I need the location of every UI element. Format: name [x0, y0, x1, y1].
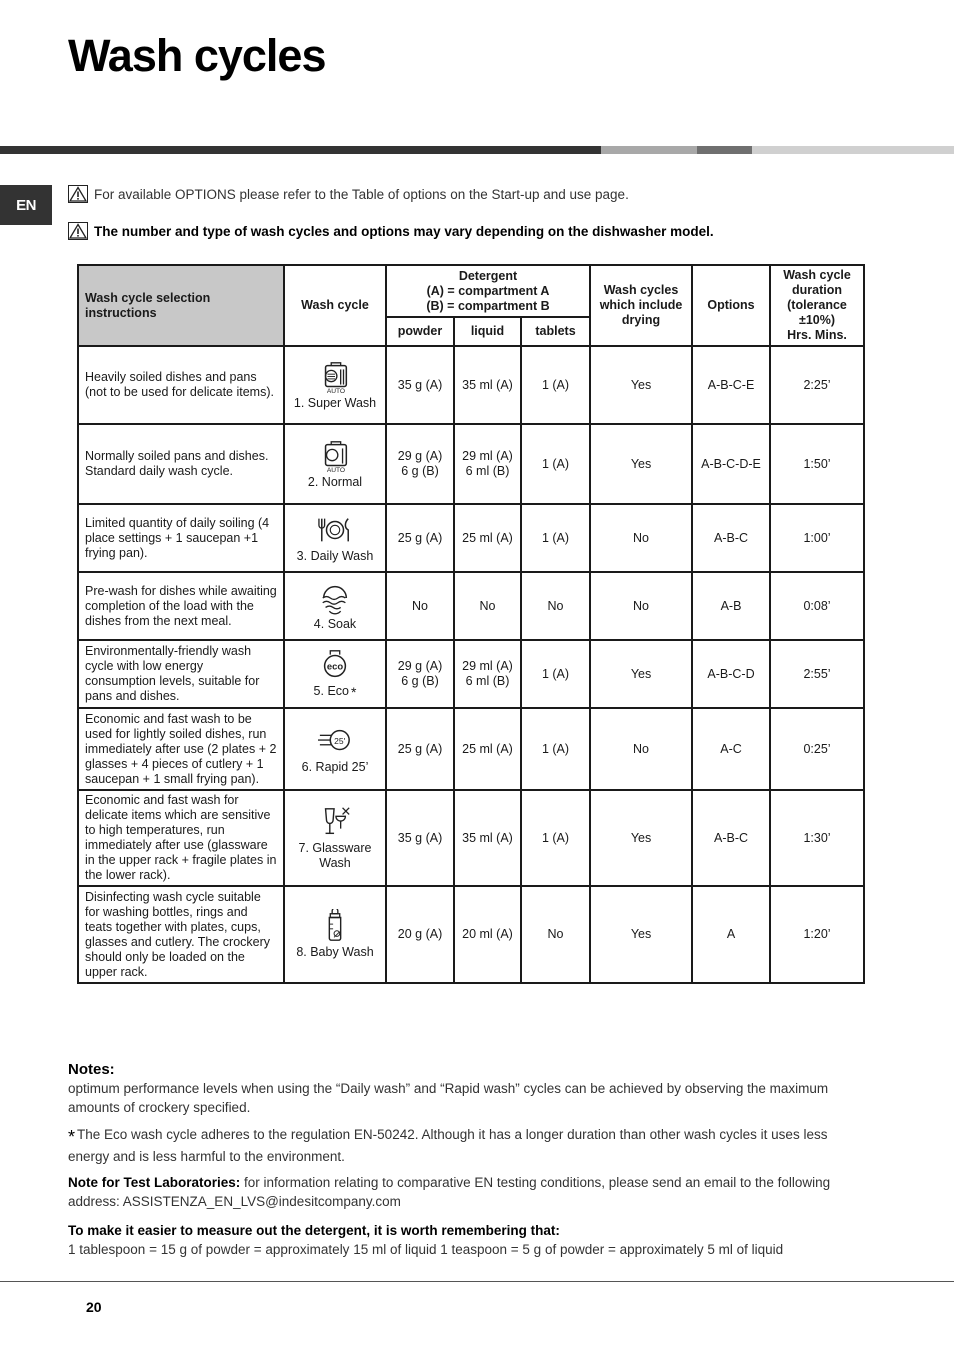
- tablets-amount: 1 (A): [521, 504, 590, 572]
- cycle-instructions: Heavily soiled dishes and pans (not to be used for delicate items).: [78, 346, 284, 424]
- header-detergent-a: (A) = compartment A: [426, 283, 550, 298]
- cycle-name: 7. Glassware Wash: [298, 841, 372, 870]
- header-bar-dark: [0, 146, 601, 154]
- icon-label: AUTO: [326, 466, 346, 473]
- duration-value: 1:30’: [770, 790, 864, 886]
- liquid-amount: 35 ml (A): [454, 346, 521, 424]
- liquid-amount: 35 ml (A): [454, 790, 521, 886]
- cycle-name-cell: [284, 708, 386, 790]
- measure-text: 1 tablespoon = 15 g of powder = approximately 15 ml of liquid 1 teaspoon = 5 g of powder = approximately 5 ml of liquid: [68, 1242, 784, 1257]
- warning-icon: [68, 222, 88, 240]
- drying-value: No: [590, 708, 692, 790]
- table-row: [78, 640, 864, 708]
- header-detergent-title: Detergent: [458, 268, 518, 283]
- header-cycle: Wash cycle: [284, 265, 386, 346]
- icon-label: AUTO: [326, 387, 346, 394]
- cycle-name: 1. Super Wash: [293, 395, 377, 410]
- baby-bottle-icon: [318, 909, 352, 943]
- table-row: [78, 346, 864, 424]
- eco-icon: [318, 648, 352, 682]
- language-tab: EN: [0, 185, 52, 225]
- liquid-amount: No: [454, 572, 521, 640]
- cycle-name-cell: [284, 346, 386, 424]
- warning-icon: [68, 185, 88, 203]
- header-bar-pale: [752, 146, 954, 154]
- variation-warning-text: The number and type of wash cycles and options may vary depending on the dishwasher model.: [94, 223, 714, 239]
- eco-note: [68, 1125, 848, 1166]
- lab-note-text: for information relating to comparative EN testing conditions, please send an email to the following address: ASSISTENZA_EN_LVS@indesitcompany.com: [68, 1175, 831, 1209]
- cycle-name-cell: [284, 790, 386, 886]
- powder-amount: 29 g (A) 6 g (B): [386, 640, 454, 708]
- measure-note: [68, 1221, 848, 1259]
- header-drying: Wash cycles which include drying: [590, 265, 692, 346]
- tablets-amount: 1 (A): [521, 790, 590, 886]
- cycle-name-cell: [284, 886, 386, 983]
- cycle-name: 4. Soak: [313, 616, 357, 631]
- lab-note: [68, 1173, 848, 1211]
- powder-amount: No: [386, 572, 454, 640]
- duration-value: 1:50’: [770, 424, 864, 504]
- drying-value: Yes: [590, 346, 692, 424]
- daily-wash-icon: [318, 513, 352, 547]
- tablets-amount: 1 (A): [521, 708, 590, 790]
- variation-warning: [68, 222, 714, 240]
- options-value: A-C: [692, 708, 770, 790]
- table-row: [78, 708, 864, 790]
- notes-text: optimum performance levels when using the “Daily wash” and “Rapid wash” cycles can be achieved by observing the maximum amounts of crockery specified.: [68, 1081, 829, 1115]
- eco-note-text: The Eco wash cycle adheres to the regulation EN-50242. Although it has a longer duration than other wash cycles it uses less energy and is less harmful to the environment.: [68, 1127, 828, 1164]
- powder-amount: 20 g (A): [386, 886, 454, 983]
- cycle-name: 6. Rapid 25’: [301, 759, 369, 774]
- header-duration-title: Wash cycle duration: [783, 268, 851, 297]
- powder-amount: 25 g (A): [386, 504, 454, 572]
- page-number: 20: [86, 1299, 102, 1315]
- cycle-instructions: Pre-wash for dishes while awaiting completion of the load with the dishes from the next meal.: [78, 572, 284, 640]
- cycle-name-cell: [284, 640, 386, 708]
- header-options: Options: [692, 265, 770, 346]
- tablets-amount: 1 (A): [521, 346, 590, 424]
- options-value: A-B-C-E: [692, 346, 770, 424]
- duration-value: 0:08’: [770, 572, 864, 640]
- asterisk: *: [68, 1127, 76, 1147]
- liquid-amount: 20 ml (A): [454, 886, 521, 983]
- duration-value: 1:20’: [770, 886, 864, 983]
- super-wash-icon: [318, 360, 352, 394]
- liquid-amount: 25 ml (A): [454, 504, 521, 572]
- drying-value: Yes: [590, 640, 692, 708]
- options-value: A-B-C-D-E: [692, 424, 770, 504]
- cycle-name-cell: [284, 424, 386, 504]
- options-value: A-B-C: [692, 790, 770, 886]
- cycle-instructions: Limited quantity of daily soiling (4 place settings + 1 saucepan +1 frying pan).: [78, 504, 284, 572]
- powder-amount: 25 g (A): [386, 708, 454, 790]
- notes-heading: Notes:: [68, 1061, 115, 1078]
- measure-heading: To make it easier to measure out the detergent, it is worth remembering that:: [68, 1223, 560, 1238]
- tablets-amount: No: [521, 572, 590, 640]
- options-warning-text: For available OPTIONS please refer to the Table of options on the Start-up and use page.: [94, 186, 629, 202]
- cycle-name: 2. Normal: [307, 474, 363, 489]
- table-row: [78, 504, 864, 572]
- eco-asterisk: *: [350, 683, 357, 700]
- page-title: Wash cycles: [68, 30, 326, 81]
- header-powder: powder: [386, 317, 454, 346]
- tablets-amount: No: [521, 886, 590, 983]
- normal-wash-icon: [318, 439, 352, 473]
- soak-icon: [318, 581, 352, 615]
- powder-amount: 29 g (A) 6 g (B): [386, 424, 454, 504]
- header-liquid: liquid: [454, 317, 521, 346]
- drying-value: Yes: [590, 790, 692, 886]
- powder-amount: 35 g (A): [386, 790, 454, 886]
- rapid-icon: [318, 724, 352, 758]
- header-bar-mid: [697, 146, 752, 154]
- header-duration: [770, 265, 864, 346]
- footer-rule: [0, 1281, 954, 1282]
- table-row: [78, 572, 864, 640]
- wash-cycles-table: [77, 264, 865, 984]
- duration-value: 0:25’: [770, 708, 864, 790]
- options-value: A-B: [692, 572, 770, 640]
- tablets-amount: 1 (A): [521, 424, 590, 504]
- cycle-instructions: Economic and fast wash to be used for lightly soiled dishes, run immediately after use (2 plates + 2 glasses + 4 pieces of cutlery + 1 saucepan + 1 small frying pan).: [78, 708, 284, 790]
- header-duration-units: Hrs. Mins.: [787, 328, 847, 342]
- icon-label: 25': [334, 735, 346, 746]
- drying-value: Yes: [590, 424, 692, 504]
- drying-value: No: [590, 572, 692, 640]
- table-row: [78, 886, 864, 983]
- liquid-amount: 29 ml (A) 6 ml (B): [454, 640, 521, 708]
- header-bar-light: [601, 146, 697, 154]
- icon-label: eco: [326, 661, 344, 673]
- drying-value: No: [590, 504, 692, 572]
- header-detergent-b: (B) = compartment B: [426, 298, 550, 313]
- liquid-amount: 29 ml (A) 6 ml (B): [454, 424, 521, 504]
- options-value: A: [692, 886, 770, 983]
- lab-note-label: Note for Test Laboratories:: [68, 1175, 241, 1190]
- liquid-amount: 25 ml (A): [454, 708, 521, 790]
- powder-amount: 35 g (A): [386, 346, 454, 424]
- cycle-name-cell: [284, 572, 386, 640]
- duration-value: 2:25’: [770, 346, 864, 424]
- cycle-name-cell: [284, 504, 386, 572]
- cycle-instructions: Environmentally-friendly wash cycle with low energy consumption levels, suitable for pans and dishes.: [78, 640, 284, 708]
- header-tablets: tablets: [521, 317, 590, 346]
- table-row: [78, 424, 864, 504]
- drying-value: Yes: [590, 886, 692, 983]
- cycle-instructions: Normally soiled pans and dishes. Standard daily wash cycle.: [78, 424, 284, 504]
- cycle-name: 3. Daily Wash: [296, 548, 374, 563]
- duration-value: 2:55’: [770, 640, 864, 708]
- cycle-instructions: Economic and fast wash for delicate items which are sensitive to high temperatures, run immediately after use (glassware in the upper rack + fragile plates in the lower rack).: [78, 790, 284, 886]
- glassware-icon: [318, 805, 352, 839]
- header-duration-tolerance: (tolerance ±10%): [787, 298, 847, 327]
- table-row: [78, 790, 864, 886]
- duration-value: 1:00’: [770, 504, 864, 572]
- cycle-name: 8. Baby Wash: [296, 945, 374, 959]
- options-warning: [68, 185, 629, 203]
- header-detergent: [386, 265, 590, 317]
- header-selection: Wash cycle selection instructions: [78, 265, 284, 346]
- cycle-instructions: Disinfecting wash cycle suitable for washing bottles, rings and teats together with plates, cups, glasses and cutlery. The crockery should only be loaded on the upper rack.: [78, 886, 284, 983]
- options-value: A-B-C: [692, 504, 770, 572]
- options-value: A-B-C-D: [692, 640, 770, 708]
- tablets-amount: 1 (A): [521, 640, 590, 708]
- cycle-name: 5. Eco: [313, 683, 349, 698]
